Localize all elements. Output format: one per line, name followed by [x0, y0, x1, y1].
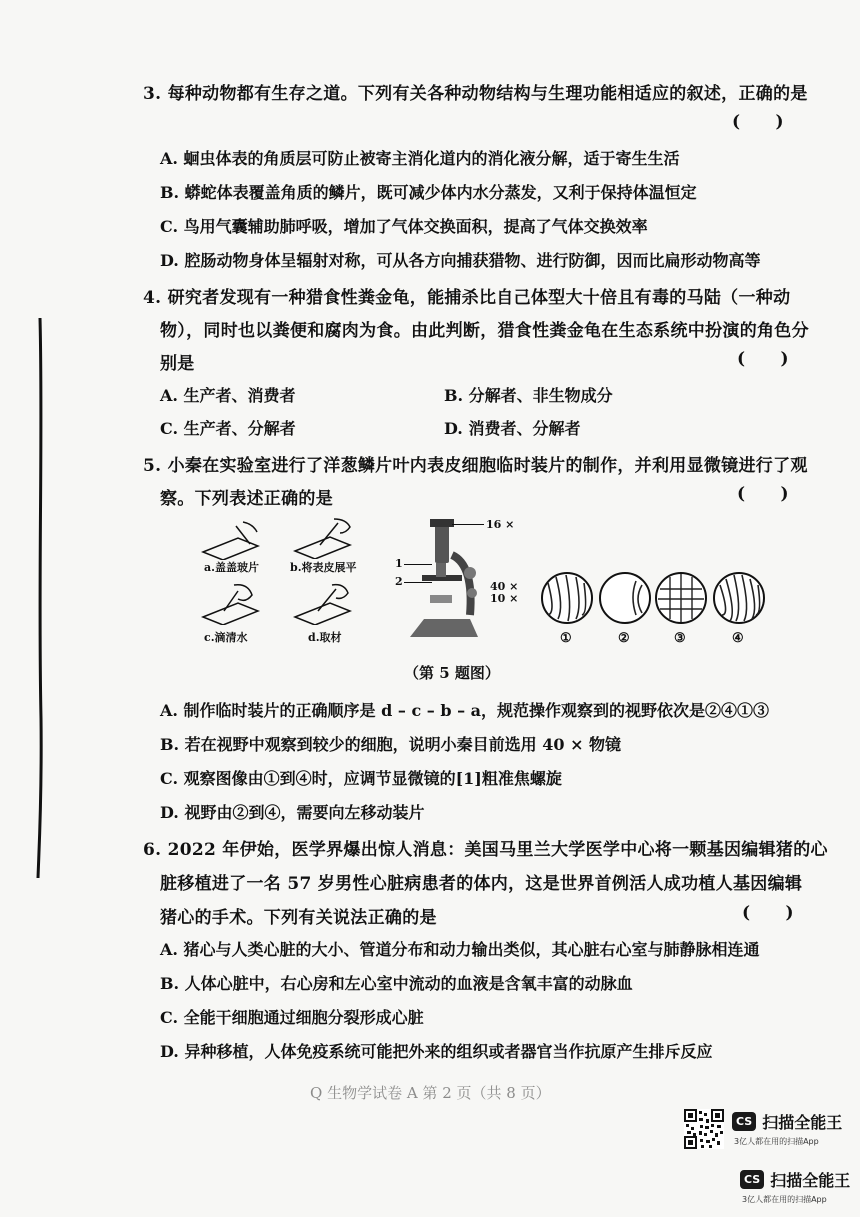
scanner-watermark-1 — [732, 1110, 842, 1133]
q4-option-c: C. 生产者、分解者 — [160, 419, 296, 438]
label-16x-leader — [452, 524, 484, 525]
q4-option-d: D. 消费者、分解者 — [444, 419, 581, 438]
page-footer: Q 生物学试卷 A 第 2 页（共 8 页） — [310, 1084, 551, 1102]
view-1-circle — [540, 571, 594, 625]
q4-option-b: B. 分解者、非生物成分 — [444, 386, 613, 405]
step-a-illustration — [198, 520, 268, 560]
q5-option-b: B. 若在视野中观察到较少的细胞，说明小秦目前选用 40 × 物镜 — [160, 735, 622, 754]
q6-answer-bracket: ( ) — [742, 903, 794, 923]
label-10x: 10 × — [490, 592, 519, 605]
view-1-label: ① — [560, 631, 572, 646]
watermark-slogan: 3亿人都在用的扫描App — [734, 1137, 819, 1146]
step-d-label: d.取材 — [308, 631, 342, 644]
q4-answer-bracket: ( ) — [737, 349, 789, 369]
scanner-watermark-2 — [740, 1168, 850, 1191]
view-3-label: ③ — [674, 631, 686, 646]
q5-option-a: A. 制作临时装片的正确顺序是 d – c – b – a，规范操作观察到的视野依次是②④①③ — [160, 701, 770, 720]
cs-logo-icon-2: CS — [740, 1170, 764, 1189]
qr-code-icon — [684, 1109, 724, 1149]
q6-option-a: A. 猪心与人类心脏的大小、管道分布和动力输出类似，其心脏右心室与肺静脉相连通 — [160, 940, 760, 959]
q6-option-c: C. 全能干细胞通过细胞分裂形成心脏 — [160, 1008, 424, 1027]
q5-figure — [190, 515, 780, 665]
label-1-leader — [404, 564, 432, 565]
watermark-app-name: 扫描全能王 — [762, 1113, 843, 1132]
label-2: 2 — [395, 575, 403, 588]
q5-option-c: C. 观察图像由①到④时，应调节显微镜的[1]粗准焦螺旋 — [160, 769, 562, 788]
label-16x: 16 × — [486, 518, 515, 531]
view-4-label: ④ — [732, 631, 744, 646]
view-3-circle — [654, 571, 708, 625]
step-d-illustration — [290, 581, 360, 625]
q5-figure-caption: （第 5 题图） — [404, 664, 500, 682]
step-c-illustration — [198, 581, 268, 625]
q4-stem-line-3: 别是 — [160, 354, 195, 374]
label-1: 1 — [395, 557, 403, 570]
q5-stem-line-2: 察。下列表述正确的是 — [160, 489, 333, 509]
watermark-app-name-2: 扫描全能王 — [770, 1171, 851, 1190]
q4-stem-line-2: 物），同时也以粪便和腐肉为食。由此判断，猎食性粪金龟在生态系统中扮演的角色分 — [160, 321, 809, 341]
q6-option-b: B. 人体心脏中，右心房和左心室中流动的血液是含氧丰富的动脉血 — [160, 974, 633, 993]
q3-stem: 3. 每种动物都有生存之道。下列有关各种动物结构与生理功能相适应的叙述，正确的是 — [143, 84, 808, 104]
q5-stem-line-1: 5. 小秦在实验室进行了洋葱鳞片叶内表皮细胞临时装片的制作，并利用显微镜进行了观 — [143, 456, 808, 476]
view-4-circle — [712, 571, 766, 625]
step-c-label: c.滴清水 — [204, 631, 248, 644]
label-40x: 40 × — [490, 580, 519, 593]
label-2-leader — [404, 582, 432, 583]
microscope-illustration — [400, 515, 490, 645]
q3-option-a: A. 蛔虫体表的角质层可防止被寄主消化道内的消化液分解，适于寄生生活 — [160, 149, 680, 168]
q5-answer-bracket: ( ) — [737, 484, 789, 504]
cs-logo-icon: CS — [732, 1112, 756, 1131]
q5-option-d: D. 视野由②到④，需要向左移动装片 — [160, 803, 425, 822]
step-b-illustration — [290, 517, 360, 559]
q6-option-d: D. 异种移植，人体免疫系统可能把外来的组织或者器官当作抗原产生排斥反应 — [160, 1042, 713, 1061]
q3-option-b: B. 蟒蛇体表覆盖角质的鳞片，既可减少体内水分蒸发，又利于保持体温恒定 — [160, 183, 697, 202]
q3-option-d: D. 腔肠动物身体呈辐射对称，可从各方向捕获猎物、进行防御，因而比扁形动物高等 — [160, 251, 761, 270]
q6-stem-line-1: 6. 2022 年伊始，医学界爆出惊人消息：美国马里兰大学医学中心将一颗基因编辑猪的心 — [143, 840, 828, 860]
view-2-circle — [598, 571, 652, 625]
q4-stem-line-1: 4. 研究者发现有一种猎食性粪金龟，能捕杀比自己体型大十倍且有毒的马陆（一种动 — [143, 288, 791, 308]
q4-option-a: A. 生产者、消费者 — [160, 386, 296, 405]
binding-line-mark — [36, 318, 44, 878]
step-b-label: b.将表皮展平 — [290, 561, 357, 574]
q3-answer-bracket: ( ) — [732, 112, 784, 132]
q3-option-c: C. 鸟用气囊辅助肺呼吸，增加了气体交换面积，提高了气体交换效率 — [160, 217, 648, 236]
view-2-label: ② — [618, 631, 630, 646]
q6-stem-line-2: 脏移植进了一名 57 岁男性心脏病患者的体内，这是世界首例活人成功植人基因编辑 — [160, 874, 803, 894]
step-a-label: a.盖盖玻片 — [204, 561, 259, 574]
watermark-slogan-2: 3亿人都在用的扫描App — [742, 1195, 827, 1204]
q6-stem-line-3: 猪心的手术。下列有关说法正确的是 — [160, 908, 437, 928]
